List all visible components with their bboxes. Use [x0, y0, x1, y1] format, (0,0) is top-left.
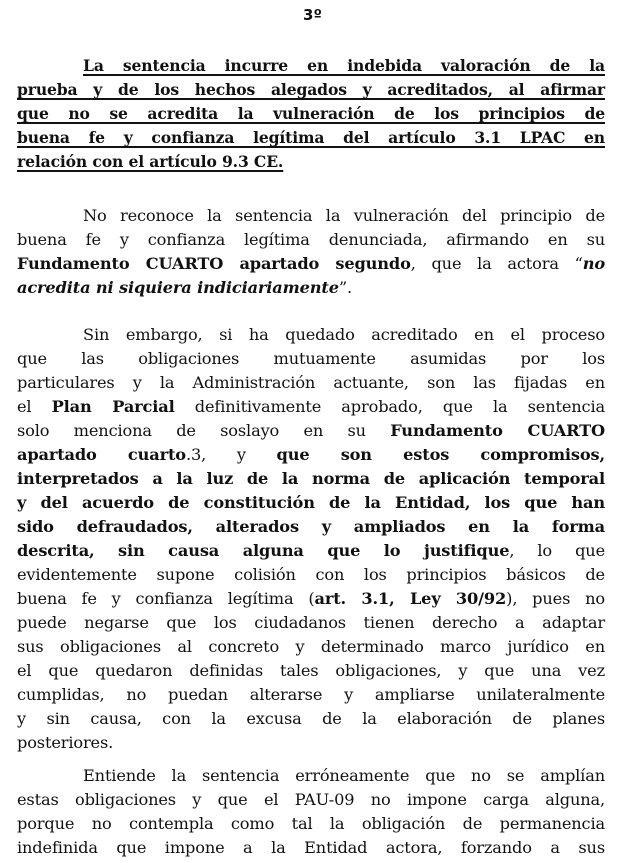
italic-quote: no	[582, 254, 605, 273]
bold-reference: apartado cuarto	[17, 445, 186, 464]
bold-text: que son estos compromisos,	[276, 445, 605, 464]
text-line	[17, 443, 605, 466]
text-span: solo menciona de soslayo en su	[17, 421, 391, 440]
text-line: el que quedaron definidas tales obligaciones, y que una vez	[17, 661, 605, 680]
text-span: ”.	[338, 278, 352, 297]
bold-text: descrita, sin causa alguna que lo justifique	[17, 541, 510, 560]
bold-reference: art. 3.1, Ley 30/92	[314, 589, 507, 608]
text-line: posteriores.	[17, 733, 114, 752]
text-span: buena fe y confianza legítima (	[17, 589, 315, 608]
text-line	[17, 467, 605, 490]
bold-reference: Fundamento CUARTO	[390, 421, 605, 440]
text-line: buena fe y confianza legítima denunciada, afirmando en su	[17, 230, 605, 249]
text-span: definitivamente aprobado, que la sentencia	[174, 397, 605, 416]
text-line: indefinida que impone a la Entidad actora, forzando a sus	[17, 838, 605, 857]
heading-line: que no se acredita la vulneración de los principios de	[17, 104, 605, 123]
text-line	[17, 515, 605, 538]
heading-line: prueba y de los hechos alegados y acreditados, al afirmar	[17, 80, 605, 99]
italic-quote: acredita ni siquiera indiciariamente	[17, 278, 339, 297]
bold-reference: Fundamento CUARTO apartado segundo	[17, 254, 411, 273]
text-line: que las obligaciones mutuamente asumidas por los	[17, 349, 605, 368]
text-line: y sin causa, con la excusa de la elaboración de planes	[17, 709, 605, 728]
text-line	[17, 276, 605, 299]
text-line: cumplidas, no puedan alterarse y ampliarse unilateralmente	[17, 685, 605, 704]
text-span: ), pues no	[506, 589, 605, 608]
text-line	[17, 252, 605, 275]
text-line	[17, 491, 605, 514]
text-line	[17, 419, 605, 442]
text-line	[17, 539, 605, 562]
bold-reference: Plan Parcial	[51, 397, 175, 416]
heading-line: relación con el artículo 9.3 CE.	[17, 152, 284, 171]
bold-text: y del acuerdo de constitución de la Entidad, los que han	[17, 493, 605, 512]
text-line: Entiende la sentencia erróneamente que no se amplían	[83, 766, 605, 785]
text-line	[17, 587, 605, 610]
heading-line: buena fe y confianza legítima del artículo 3.1 LPAC en	[17, 128, 605, 147]
text-span: , que la actora “	[410, 254, 583, 273]
heading-line: La sentencia incurre en indebida valoración de la	[83, 56, 605, 75]
text-line: sus obligaciones al concreto y determinado marco jurídico en	[17, 637, 605, 656]
text-line: Sin embargo, si ha quedado acreditado en el proceso	[83, 325, 605, 344]
text-span: el	[17, 397, 52, 416]
text-line: porque no contempla como tal la obligación de permanencia	[17, 814, 605, 833]
text-line: estas obligaciones y que el PAU-09 no impone carga alguna,	[17, 790, 605, 809]
text-line: puede negarse que los ciudadanos tienen derecho a adaptar	[17, 613, 605, 632]
text-span: .3, y	[185, 445, 277, 464]
text-span: , lo que	[509, 541, 605, 560]
bold-text: interpretados a la luz de la norma de aplicación temporal	[17, 469, 605, 488]
text-line	[17, 395, 605, 418]
text-line: particulares y la Administración actuante, son las fijadas en	[17, 373, 605, 392]
page-number: 3º	[303, 6, 322, 24]
text-line: No reconoce la sentencia la vulneración del principio de	[83, 206, 605, 225]
bold-text: sido defraudados, alterados y ampliados en la forma	[17, 517, 605, 536]
text-line: evidentemente supone colisión con los principios básicos de	[17, 565, 605, 584]
